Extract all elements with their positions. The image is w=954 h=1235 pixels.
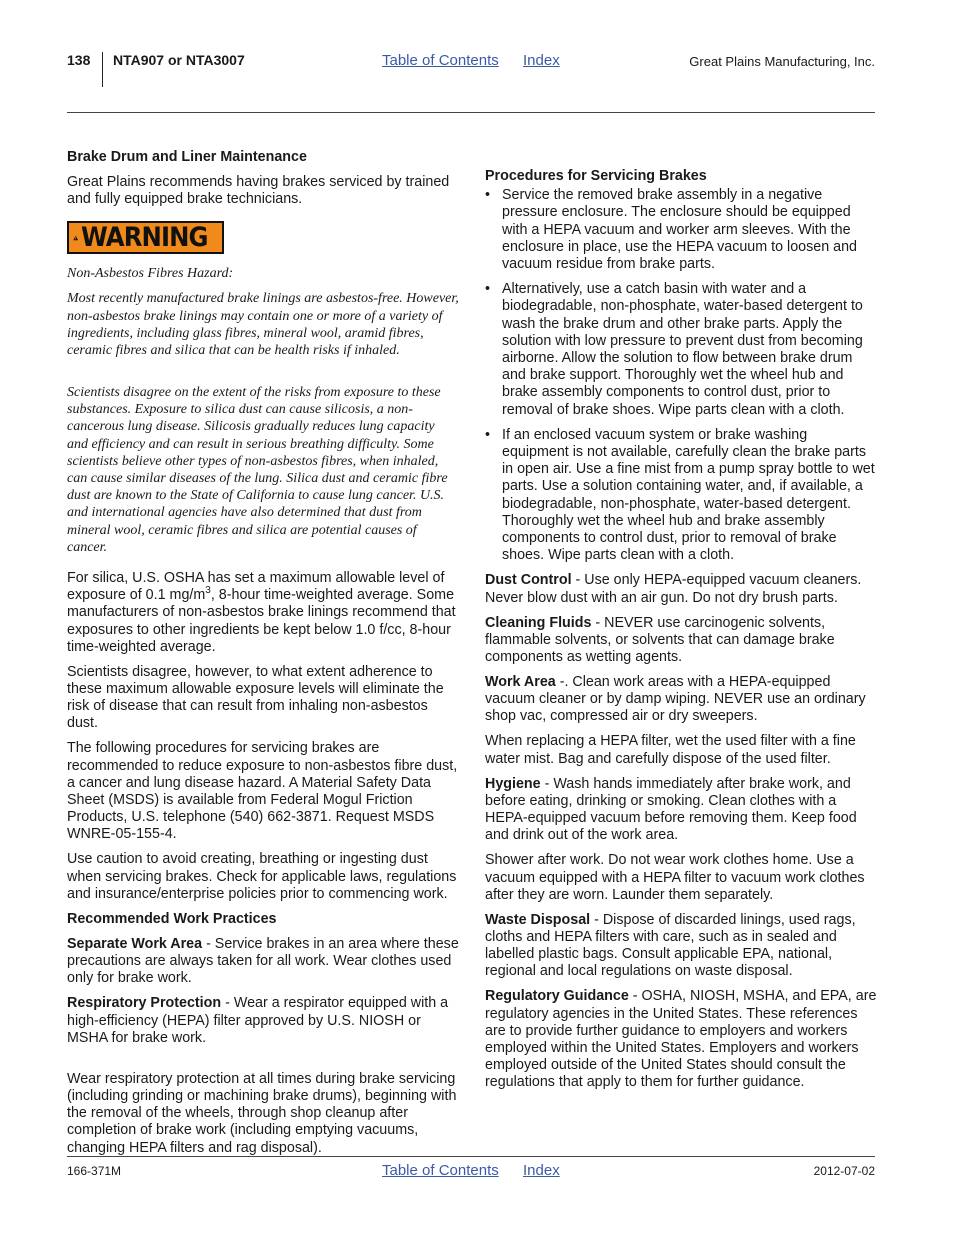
section-title: Brake Drum and Liner Maintenance xyxy=(67,149,307,165)
footer-rule xyxy=(67,1156,875,1157)
work-area-text: -. Clean work areas with a HEPA-equipped vacuum cleaner or by damp wiping. NEVER use an ordinary shop vac, compressed air or dry sweepers. xyxy=(485,674,866,725)
disagree-paragraph: Scientists disagree, however, to what extent adherence to these maximum allowable exposure levels will eliminate the risk of disease that can result from inhaling non-asbestos dust. xyxy=(67,663,444,732)
header-toc-link[interactable]: Table of Contents xyxy=(382,52,499,69)
procedures-paragraph: The following procedures for servicing brakes are recommended to reduce exposure to non-asbestos fibre dust, a cancer and lung disease hazard. A Material Safety Data Sheet (MSDS) is available from Federal Mogul Friction Products, U.S. telephone (540) 662-3871. Request MSDS WNRE-05-155-4. xyxy=(67,740,458,843)
hazard-paragraph-2: Scientists disagree on the extent of the risks from exposure to these substances. Exposure to silica dust can cause silicosis, a non-cancerous lung disease. Silicosis gradually reduces lung capacity and efficiency and can result in serious breathing difficulty. Some scientists believe other types of non-asbestos fibres, when inhaled, can cause similar diseases of the lung. Silica dust and ceramic fibre dust are known to the State of California to cause lung cancer. U.S. and international agencies have also determined that dust from mineral wool, ceramic fibres and silica are potential causes of cancer. xyxy=(67,385,448,555)
hygiene-label: Hygiene xyxy=(485,775,541,792)
separate-work-area-paragraph xyxy=(67,936,459,988)
regulatory-paragraph xyxy=(485,988,877,1091)
model-title: NTA907 or NTA3007 xyxy=(113,52,245,68)
separate-work-area-text: - Service brakes in an area where these precautions are always taken for all work. Wear clothes used only for brake work. xyxy=(67,935,459,987)
respiratory-paragraph xyxy=(67,995,459,1047)
osha-paragraph xyxy=(67,570,459,656)
shower-paragraph: Shower after work. Do not wear work clothes home. Use a vacuum equipped with a HEPA filter to vacuum work clothes after they are worn. Launder them separately. xyxy=(485,852,865,903)
list-item: • If an enclosed vacuum system or brake washing equipment is not available, carefully clean the brake parts in open air. Use a fine mist from a pump spray bottle to wet parts. Use a solution containing water, and, if available, a biodegradable, non-phosphate, water-based detergent. Thoroughly wet the wheel hub and brake assembly components to control dust, prior to removal of brake shoes. Wipe parts clean with a cloth. xyxy=(485,427,877,565)
hazard-title: Non-Asbestos Fibres Hazard: xyxy=(67,266,234,282)
practices-heading: Recommended Work Practices xyxy=(67,910,277,927)
hygiene-paragraph xyxy=(485,776,877,845)
respiratory-label: Respiratory Protection xyxy=(67,995,222,1012)
page-number: 138 xyxy=(67,52,91,68)
respiratory-paragraph-2: Wear respiratory protection at all times during brake servicing (including grinding or machining brake drums), beginning with the removal of the wheels, through shop cleanup after completion of brake work (including emptying vacuums, changing HEPA filters and rag disposal). xyxy=(67,1070,457,1156)
regulatory-text: - OSHA, NIOSH, MSHA, and EPA, are regulatory agencies in the United States. These references are to provide further guidance to employers and workers employed within the United States. Employers and workers employed outside of the United States should consult the regulations that apply to them for further guidance. xyxy=(485,988,877,1091)
left-column xyxy=(67,149,459,1165)
revision-date: 2012-07-02 xyxy=(813,1164,875,1178)
warning-label: WARNING xyxy=(81,222,208,254)
hygiene-text: - Wash hands immediately after brake work, and before eating, drinking or smoking. Clean clothes with a HEPA-equipped vacuum before removing them. Keep food and drink out of the work area. xyxy=(485,775,857,844)
regulatory-label: Regulatory Guidance xyxy=(485,988,629,1005)
dust-control-text: - Use only HEPA-equipped vacuum cleaners. Never blow dust with an air gun. Do not dry brush parts. xyxy=(485,572,862,606)
header-divider xyxy=(102,52,103,87)
work-area-paragraph xyxy=(485,674,877,726)
osha-superscript: 3 xyxy=(205,585,211,597)
procedures-list xyxy=(485,187,877,564)
respiratory-text: - Wear a respirator equipped with a high-efficiency (HEPA) filter approved by U.S. NIOSH or MSHA for brake work. xyxy=(67,995,449,1046)
osha-text-post: , 8-hour time-weighted average. Some manufacturers of non-asbestos brake linings recommend that exposures to other ingredients be kept below 1.0 f/cc, 8-hour time-weighted average. xyxy=(67,587,456,655)
cleaning-fluids-paragraph xyxy=(485,615,877,667)
cleaning-fluids-text: - NEVER use carcinogenic solvents, flammable solvents, or solvents that can damage brake components as wetting agents. xyxy=(485,614,835,666)
header-index-link[interactable]: Index xyxy=(523,52,560,69)
right-column xyxy=(485,168,877,1099)
waste-disposal-text: - Dispose of discarded linings, used rags, cloths and HEPA filters with care, such as in sealed and labelled plastic bags. Consult applicable EPA, national, regional and local regulations on waste disposal. xyxy=(485,911,856,980)
dust-control-label: Dust Control xyxy=(485,572,572,589)
hazard-paragraph-1: Most recently manufactured brake linings are asbestos-free. However, non-asbestos brake linings may contain one or more of a variety of ingredients, including glass fibres, mineral wool, aramid fibres, ceramic fibres and silica that can be health risks if inhaled. xyxy=(67,291,459,359)
work-area-label: Work Area xyxy=(485,674,556,691)
waste-disposal-label: Waste Disposal xyxy=(485,911,591,928)
separate-work-area-label: Separate Work Area xyxy=(67,935,203,952)
footer-toc-link[interactable]: Table of Contents xyxy=(382,1162,499,1179)
dust-control-paragraph xyxy=(485,572,877,606)
header-rule xyxy=(67,112,875,113)
footer-index-link[interactable]: Index xyxy=(523,1162,560,1179)
hepa-filter-paragraph: When replacing a HEPA filter, wet the used filter with a fine water mist. Bag and carefully dispose of the used filter. xyxy=(485,733,856,767)
caution-paragraph: Use caution to avoid creating, breathing or ingesting dust when servicing brakes. Check for applicable laws, regulations and insurance/enterprise policies prior to commencing work. xyxy=(67,851,457,902)
cleaning-fluids-label: Cleaning Fluids xyxy=(485,614,592,631)
waste-disposal-paragraph xyxy=(485,912,877,981)
list-item: • Alternatively, use a catch basin with water and a biodegradable, non-phosphate, water-based detergent to wash the brake drum and other brake parts. Apply the solution with low pressure to prevent dust from becoming airborne. Allow the solution to flow between brake drum and brake support. Thoroughly wet the wheel hub and brake assembly components to control dust, prior to removal of brake shoes. Wipe parts clean with a cloth. xyxy=(485,281,877,419)
company-name: Great Plains Manufacturing, Inc. xyxy=(689,54,875,69)
document-number: 166-371M xyxy=(67,1164,122,1178)
intro-paragraph: Great Plains recommends having brakes serviced by trained and fully equipped brake technicians. xyxy=(67,174,450,208)
warning-badge xyxy=(67,221,224,254)
osha-text-pre: For silica, U.S. OSHA has set a maximum allowable level of exposure of 0.1 mg/m xyxy=(67,570,445,604)
procedures-heading: Procedures for Servicing Brakes xyxy=(485,168,707,184)
list-item: • Service the removed brake assembly in a negative pressure enclosure. The enclosure should be equipped with a HEPA vacuum and worker arm sleeves. With the enclosure in place, use the HEPA vacuum to loosen and vacuum residue from brake parts. xyxy=(485,187,877,273)
warning-triangle-icon xyxy=(73,227,78,249)
